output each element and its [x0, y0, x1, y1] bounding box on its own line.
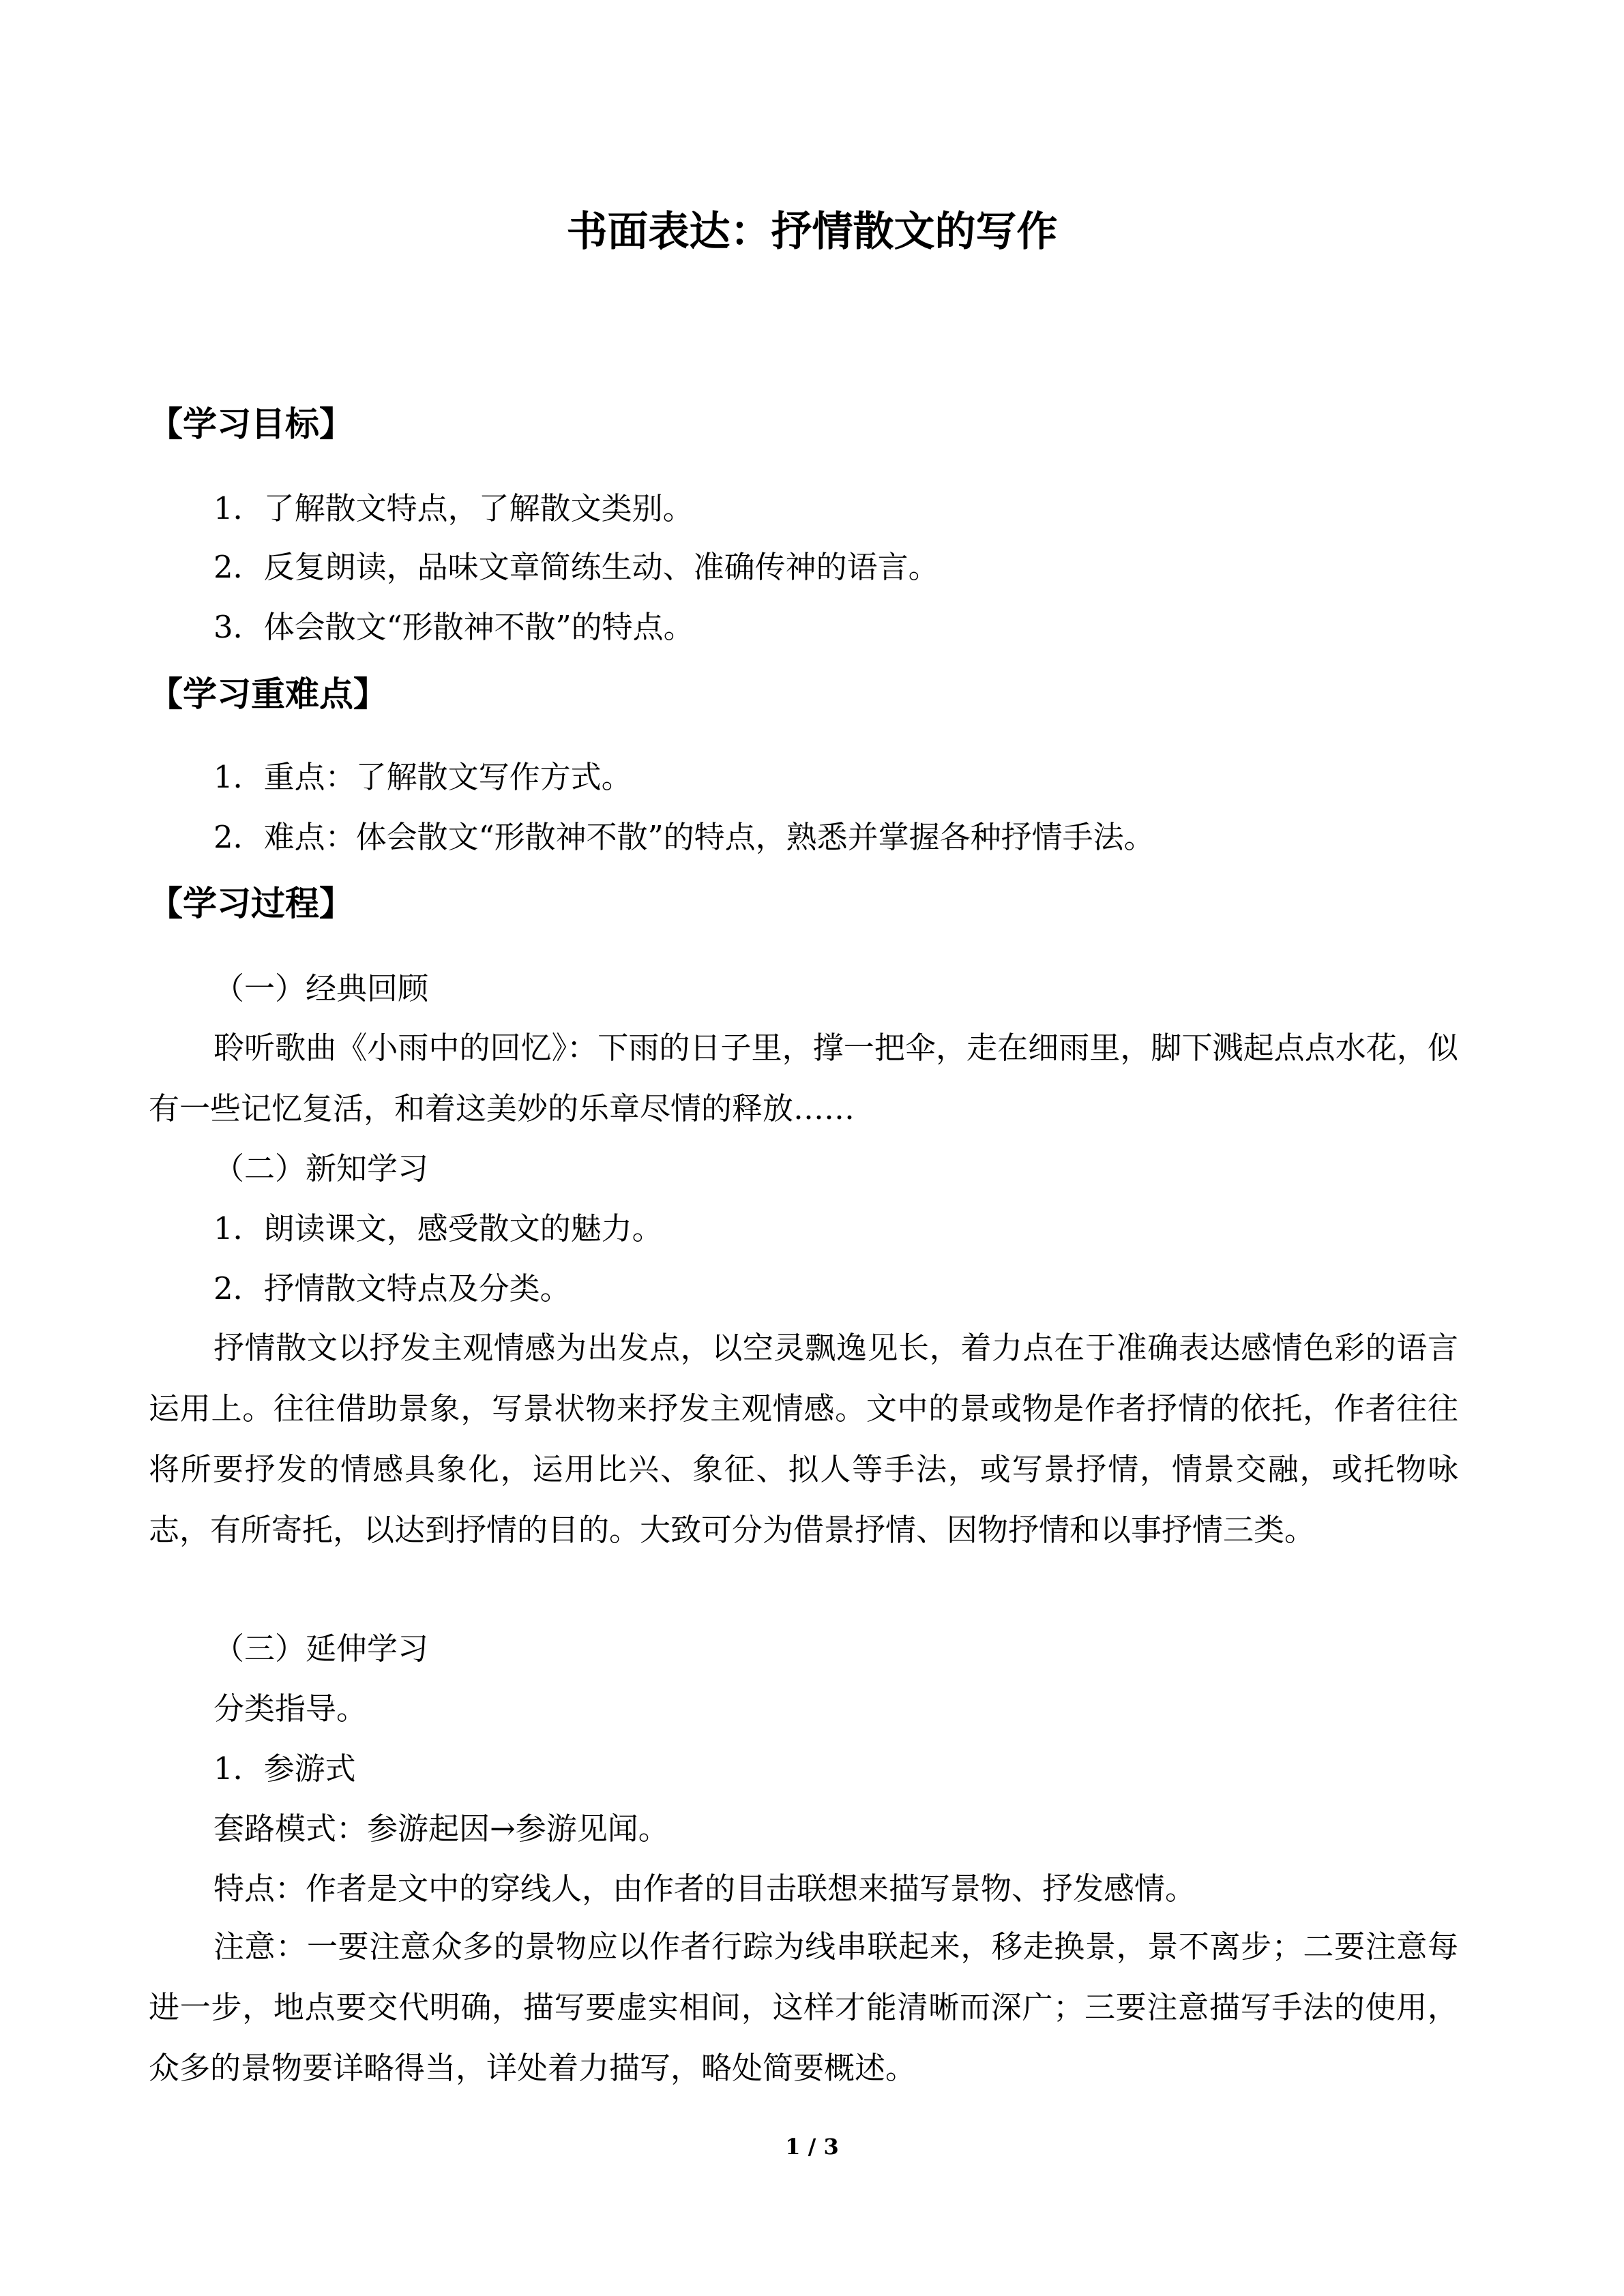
key-point-item-2: 2．难点：体会散文“形散神不散”的特点，熟悉并掌握各种抒情手法。 — [213, 819, 1155, 855]
process-subheading-3: （三）延伸学习 — [213, 1630, 429, 1667]
process-subheading-1: （一）经典回顾 — [213, 970, 429, 1007]
process-line-pattern: 套路模式：参游起因→参游见闻。 — [213, 1810, 669, 1847]
objective-item-3: 3．体会散文“形散神不散”的特点。 — [213, 609, 694, 645]
process-paragraph-1: 聆听歌曲《小雨中的回忆》：下雨的日子里，撑一把伞，走在细雨里，脚下溅起点点水花，似有一些记忆复活，和着这美妙的乐章尽情的释放…… — [149, 1030, 1458, 1127]
key-point-item-1: 1．重点：了解散文写作方式。 — [213, 759, 632, 795]
process-item-2: 2．抒情散文特点及分类。 — [213, 1270, 571, 1307]
objective-item-2: 2．反复朗读，品味文章简练生动、准确传神的语言。 — [213, 549, 939, 585]
page-title: 书面表达：抒情散文的写作 — [566, 208, 1058, 256]
section-heading-key-points: 【学习重难点】 — [149, 674, 387, 714]
process-line-type-1: 1．参游式 — [213, 1750, 356, 1787]
process-paragraph-3: 注意：一要注意众多的景物应以作者行踪为线串联起来，移走换景，景不离步；二要注意每进一步，地点要交代明确，描写要虚实相间，这样才能清晰而深广；三要注意描写手法的使用，众多的景物要详略得当，详处着力描写，略处简要概述。 — [149, 1928, 1458, 2086]
process-subheading-2: （二）新知学习 — [213, 1150, 429, 1187]
section-heading-objectives: 【学习目标】 — [149, 404, 353, 444]
process-line-classification: 分类指导。 — [213, 1690, 368, 1727]
process-paragraph-2: 抒情散文以抒发主观情感为出发点，以空灵飘逸见长，着力点在于准确表达感情色彩的语言运用上。往往借助景象，写景状物来抒发主观情感。文中的景或物是作者抒情的依托，作者往往将所要抒发的情感具象化，运用比兴、象征、拟人等手法，或写景抒情，情景交融，或托物咏志，有所寄托，以达到抒情的目的。大致可分为借景抒情、因物抒情和以事抒情三类。 — [149, 1330, 1458, 1548]
process-item-1: 1．朗读课文，感受散文的魅力。 — [213, 1210, 663, 1247]
section-heading-process: 【学习过程】 — [149, 884, 353, 923]
page-number: 1 / 3 — [785, 2134, 839, 2160]
process-line-feature: 特点：作者是文中的穿线人，由作者的目击联想来描写景物、抒发感情。 — [213, 1870, 1196, 1907]
objective-item-1: 1．了解散文特点，了解散文类别。 — [213, 490, 694, 526]
